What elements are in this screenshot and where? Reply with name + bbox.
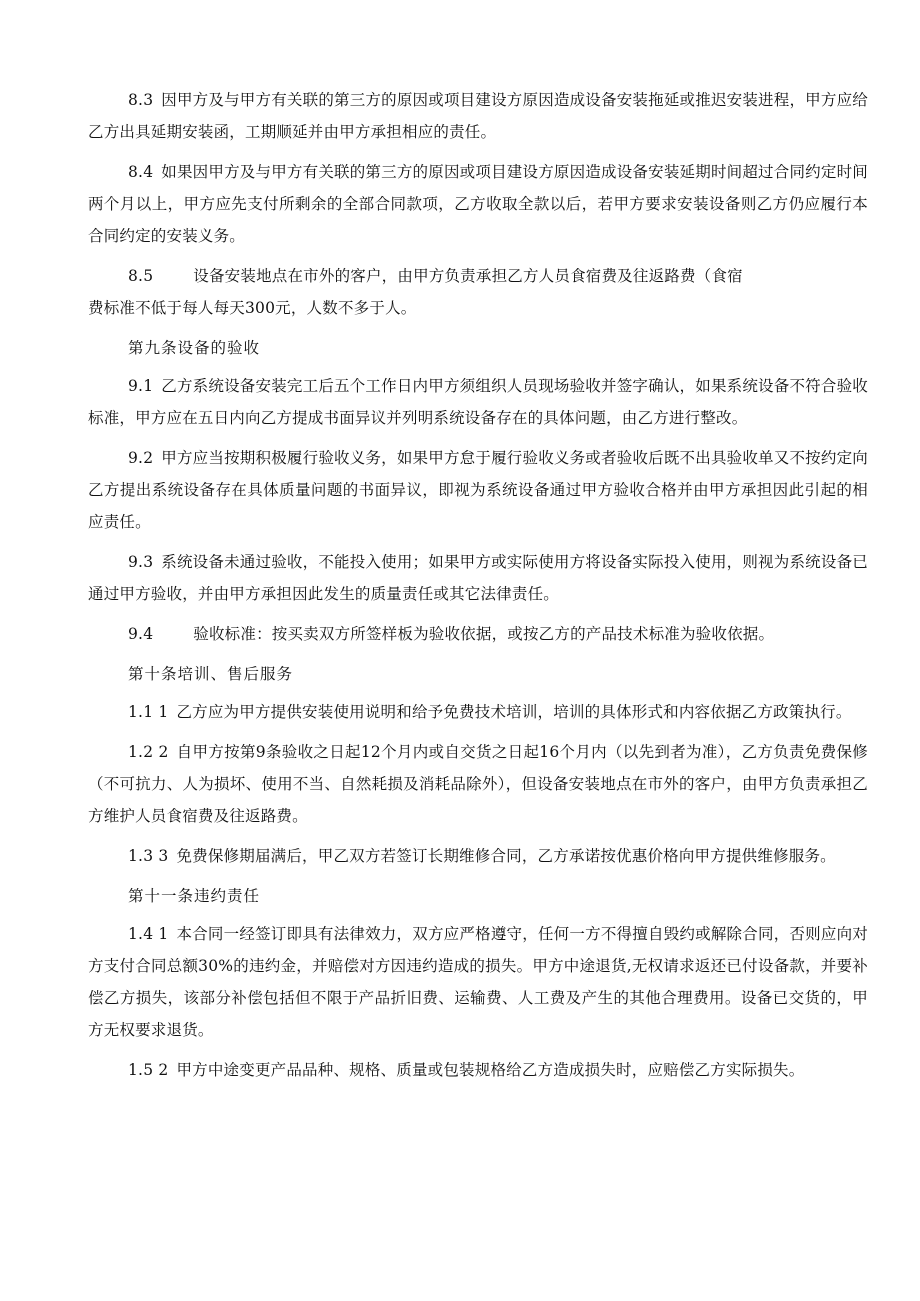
clause-10-3 <box>88 840 868 872</box>
clause-number: 9.1 <box>128 377 154 395</box>
section-heading-10: 第十条培训、售后服务 <box>128 665 294 683</box>
clause-number: 1.5 2 <box>128 1061 169 1079</box>
clause-text: 设备安装地点在市外的客户，由甲方负责承担乙方人员食宿费及往返路费（食宿 <box>193 267 743 285</box>
clause-11-2 <box>88 1054 868 1086</box>
clause-text-continued: 费标准不低于每人每天300元，人数不多于人。 <box>88 299 417 317</box>
clause-11-1 <box>88 918 868 1046</box>
clause-8-3 <box>88 84 868 148</box>
clause-10-2 <box>88 736 868 832</box>
clause-text: 因甲方及与甲方有关联的第三方的原因或项目建设方原因造成设备安装拖延或推迟安装进程，甲方应给乙方出具延期安装函，工期顺延并由甲方承担相应的责任。 <box>88 91 868 141</box>
section-heading-9: 第九条设备的验收 <box>128 339 261 357</box>
clause-number: 8.4 <box>128 163 154 181</box>
clause-number: 8.5 <box>128 267 154 285</box>
clause-8-5 <box>88 260 868 324</box>
clause-text: 乙方系统设备安装完工后五个工作日内甲方须组织人员现场验收并签字确认，如果系统设备不符合验收标准，甲方应在五日内向乙方提成书面异议并列明系统设备存在的具体问题，由乙方进行整改。 <box>88 377 868 427</box>
clause-9-3 <box>88 546 868 610</box>
clause-text: 自甲方按第9条验收之日起12个月内或自交货之日起16个月内（以先到者为准），乙方负责免费保修（不可抗力、人为损坏、使用不当、自然耗损及消耗品除外），但设备安装地点在市外的客户，由甲方负责承担乙方维护人员食宿费及往返路费。 <box>88 743 868 825</box>
clause-9-4 <box>88 618 868 650</box>
clause-text: 甲方中途变更产品品种、规格、质量或包装规格给乙方造成损失时，应赔偿乙方实际损失。 <box>176 1061 805 1079</box>
clause-text: 验收标准：按买卖双方所签样板为验收依据，或按乙方的产品技术标准为验收依据。 <box>193 625 775 643</box>
section-heading-11: 第十一条违约责任 <box>128 887 261 905</box>
clause-number: 1.3 3 <box>128 847 169 865</box>
clause-number: 8.3 <box>128 91 154 109</box>
document-page <box>88 84 868 1094</box>
clause-text: 如果因甲方及与甲方有关联的第三方的原因或项目建设方原因造成设备安装延期时间超过合同约定时间两个月以上，甲方应先支付所剩余的全部合同款项，乙方收取全款以后，若甲方要求安装设备则乙方仍应履行本合同约定的安装义务。 <box>88 163 868 245</box>
clause-number: 9.3 <box>128 553 154 571</box>
clause-number: 9.2 <box>128 449 154 467</box>
clause-text: 甲方应当按期积极履行验收义务，如果甲方怠于履行验收义务或者验收后既不出具验收单又不按约定向乙方提出系统设备存在具体质量问题的书面异议，即视为系统设备通过甲方验收合格并由甲方承担因此引起的相应责任。 <box>88 449 868 531</box>
clause-9-1 <box>88 370 868 434</box>
clause-text: 免费保修期届满后，甲乙双方若签订长期维修合同，乙方承诺按优惠价格向甲方提供维修服务。 <box>176 847 836 865</box>
clause-number: 1.2 2 <box>128 743 169 761</box>
clause-9-2 <box>88 442 868 538</box>
clause-number: 1.4 1 <box>128 925 169 943</box>
clause-10-1 <box>88 696 868 728</box>
clause-text: 本合同一经签订即具有法律效力，双方应严格遵守，任何一方不得擅自毁约或解除合同，否则应向对方支付合同总额30%的违约金，并赔偿对方因违约造成的损失。甲方中途退货,无权请求返还已付设备款，并要补偿乙方损失，该部分补偿包括但不限于产品折旧费、运输费、人工费及产生的其他合理费用。设备已交货的，甲方无权要求退货。 <box>88 925 868 1039</box>
clause-8-4 <box>88 156 868 252</box>
clause-text: 系统设备未通过验收，不能投入使用；如果甲方或实际使用方将设备实际投入使用，则视为系统设备已通过甲方验收，并由甲方承担因此发生的质量责任或其它法律责任。 <box>88 553 868 603</box>
clause-number: 1.1 1 <box>128 703 169 721</box>
clause-text: 乙方应为甲方提供安装使用说明和给予免费技术培训，培训的具体形式和内容依据乙方政策执行。 <box>176 703 852 721</box>
clause-number: 9.4 <box>128 625 154 643</box>
